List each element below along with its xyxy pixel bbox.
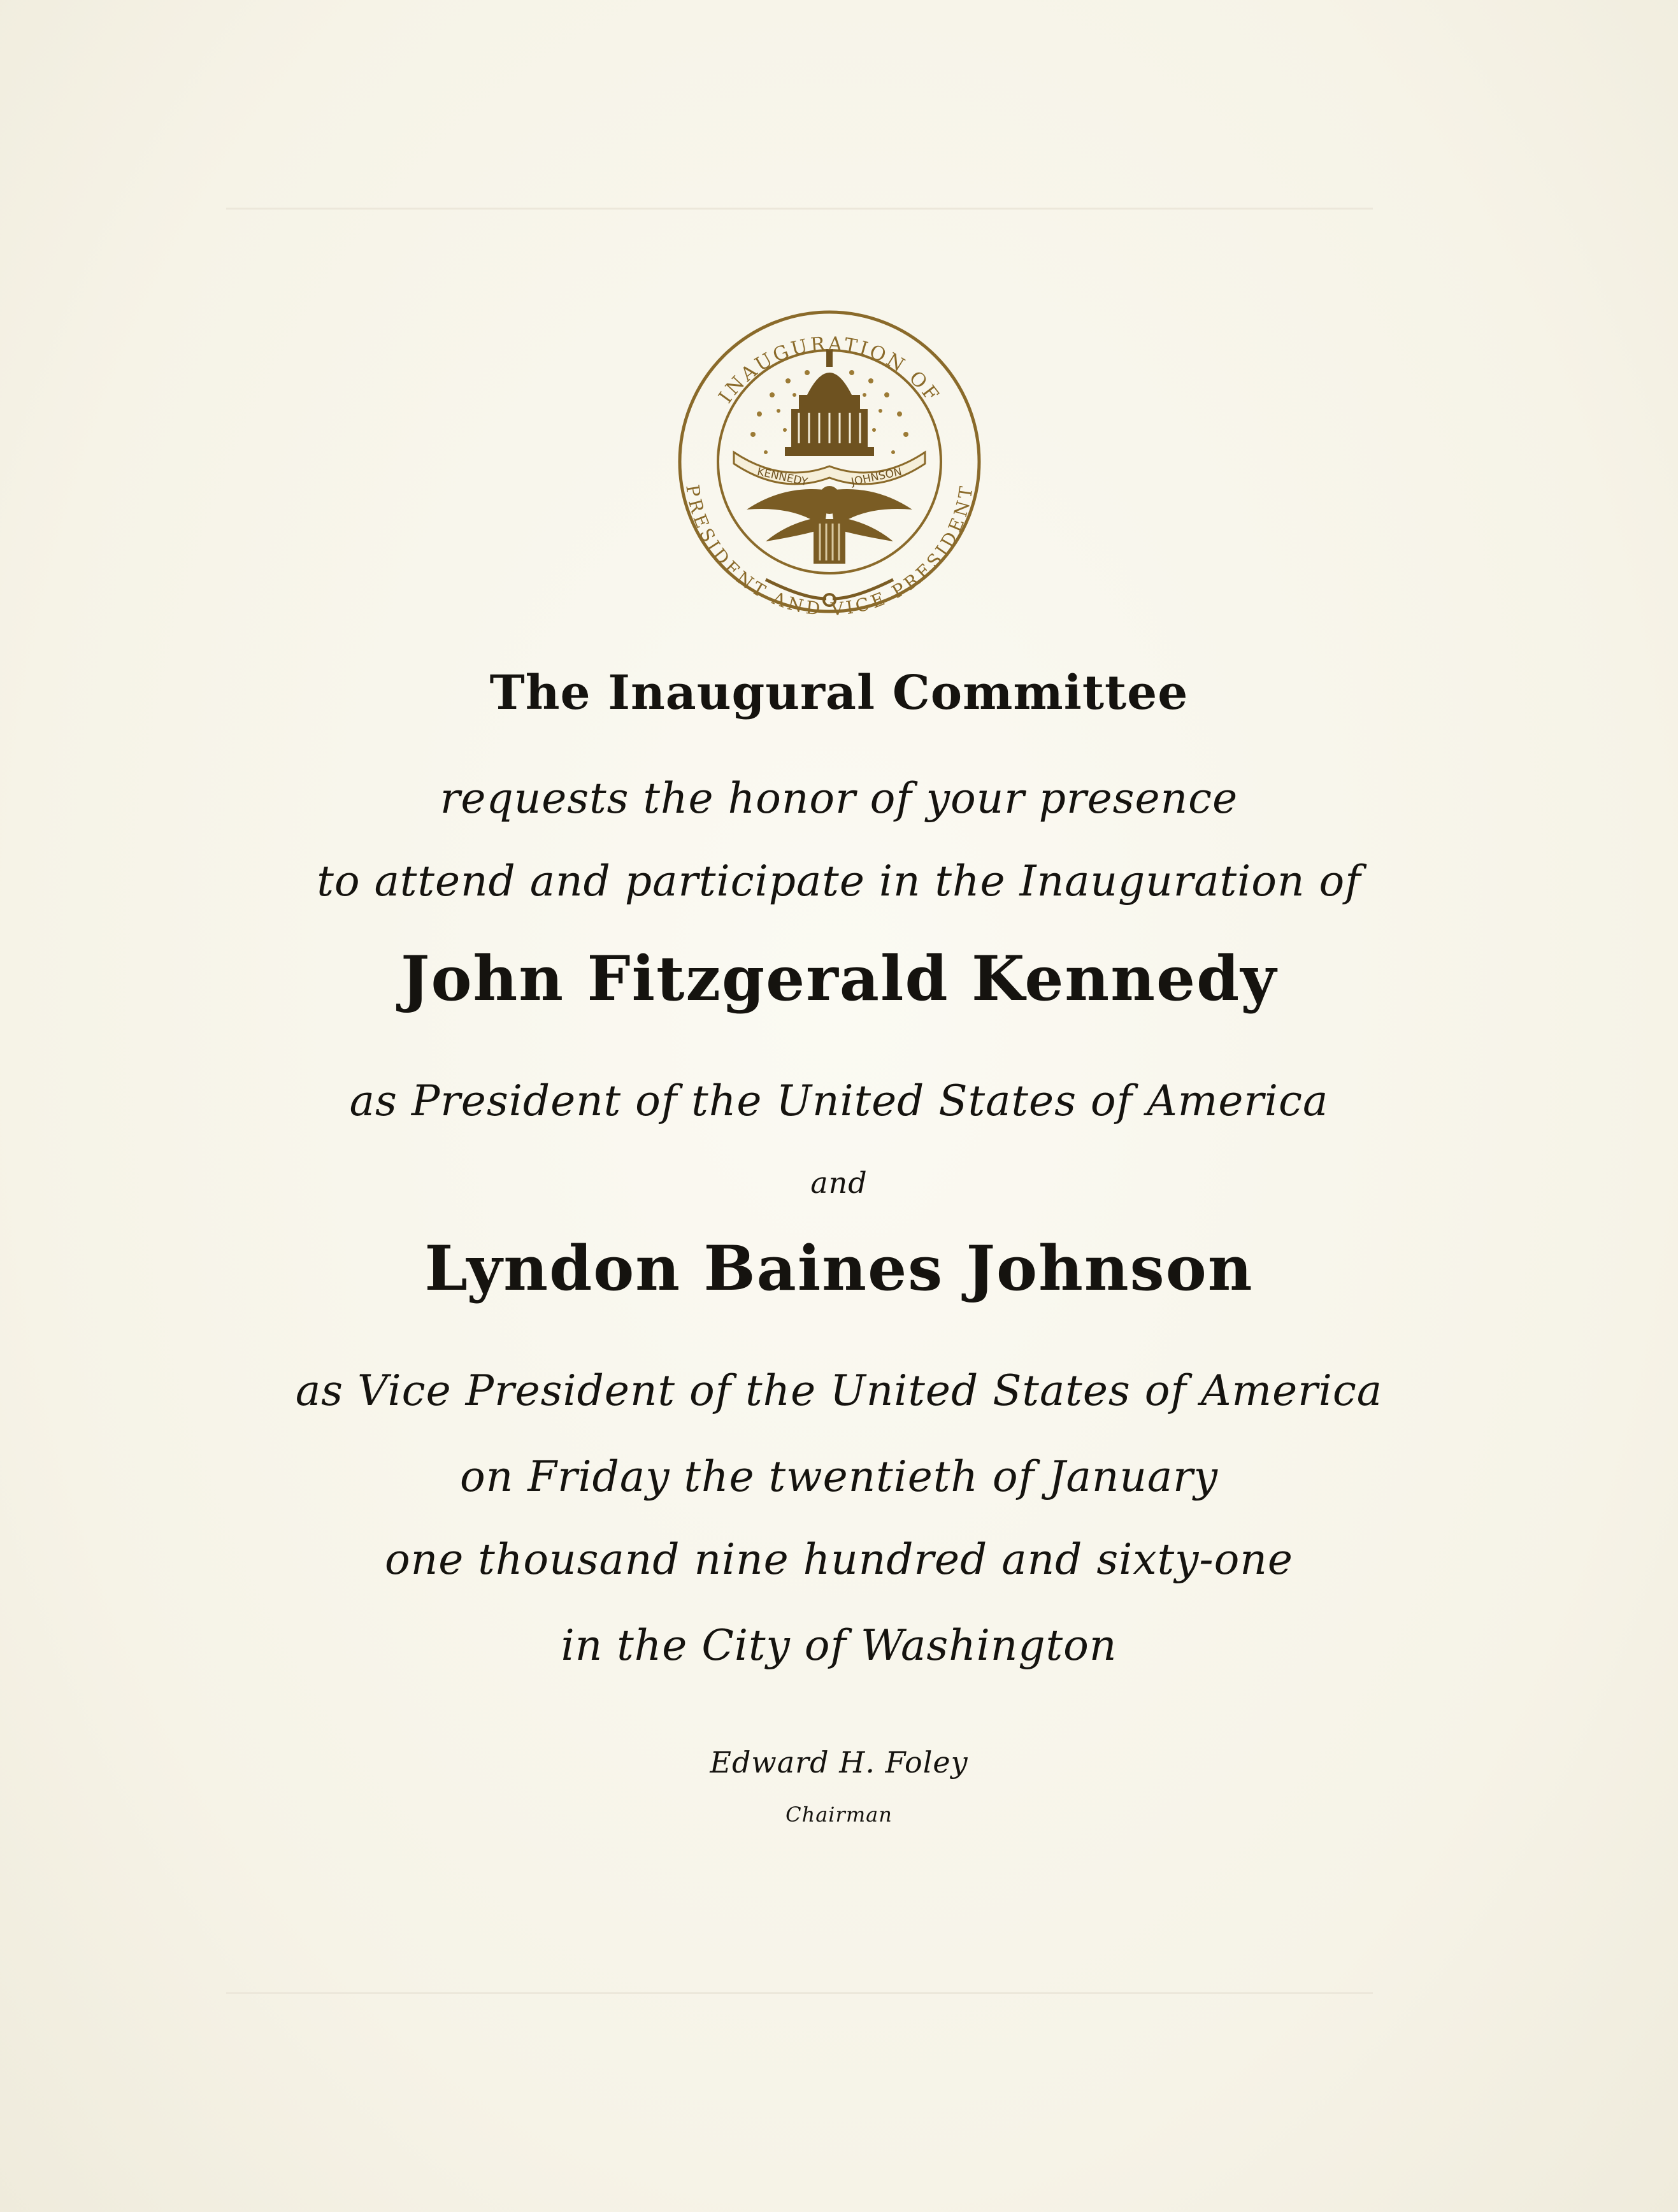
signer-name: Edward H. Foley: [710, 1745, 968, 1780]
date-line: on Friday the twentieth of January: [459, 1452, 1219, 1501]
vice-president-name: Lyndon Baines Johnson: [424, 1232, 1254, 1304]
bottom-border-rule: [226, 1992, 1373, 1994]
conjunction: and: [810, 1166, 868, 1200]
year-line: one thousand nine hundred and sixty-one: [385, 1535, 1293, 1584]
vice-president-role: as Vice President of the United States of America: [295, 1366, 1383, 1415]
banner-left-text: KENNEDY: [756, 465, 809, 489]
banner-right-text: JOHNSON: [850, 465, 903, 489]
heading-inaugural-committee: The Inaugural Committee: [489, 666, 1189, 720]
signer-title: Chairman: [785, 1802, 893, 1827]
president-name: John Fitzgerald Kennedy: [401, 943, 1277, 1015]
request-line: requests the honor of your presence: [440, 774, 1238, 823]
attend-line: to attend and participate in the Inauguration of: [317, 857, 1361, 906]
seal-ring-text-top: INAUGURATION OF: [714, 332, 945, 408]
capitol-eagle-seal-icon: [657, 299, 1001, 643]
president-role: as President of the United States of America: [349, 1076, 1329, 1125]
top-border-rule: [226, 208, 1373, 210]
eagle: [747, 486, 912, 564]
place-line: in the City of Washington: [561, 1621, 1117, 1670]
seal-ring-text-bottom: PRESIDENT AND VICE PRESIDENT: [682, 483, 977, 620]
